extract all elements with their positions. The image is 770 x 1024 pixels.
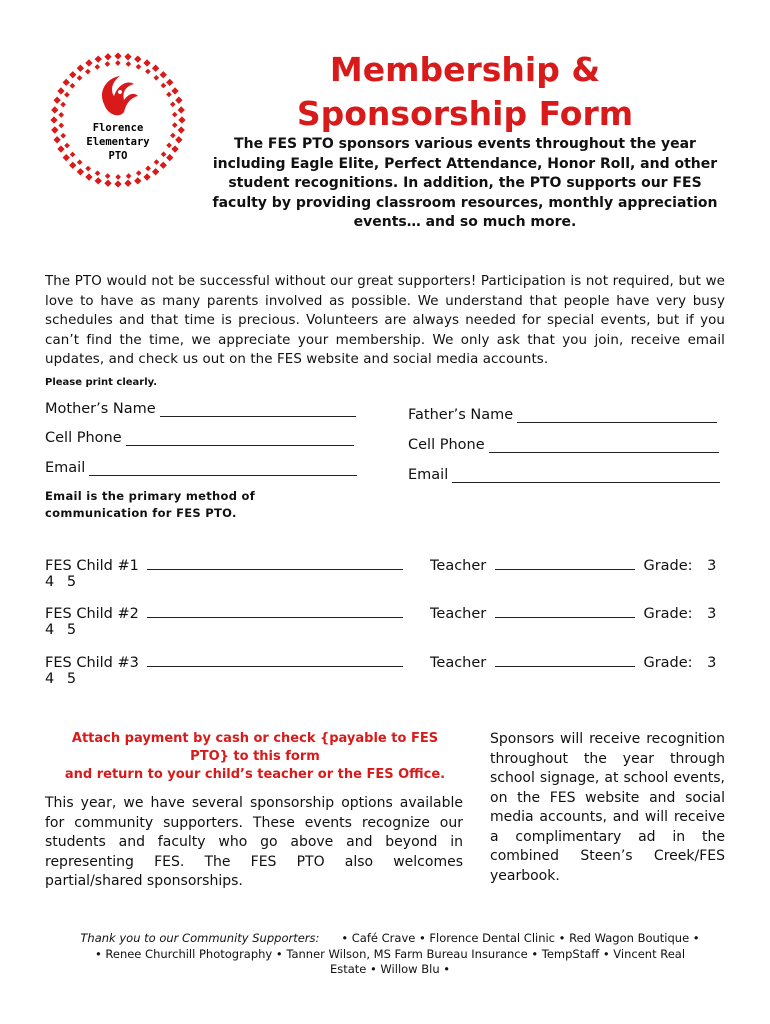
pto-logo: [48, 50, 188, 190]
child-2-grade-5[interactable]: 5: [66, 622, 77, 638]
child-3-name-line[interactable]: [147, 652, 403, 667]
logo-dot: [60, 133, 66, 139]
logo-dot: [143, 59, 150, 66]
logo-dot: [170, 101, 176, 107]
logo-dot: [126, 61, 132, 67]
intro-text: The FES PTO sponsors various events throughout the year including Eagle Elite, Perfect Attendance, Honor Roll, and other student recognitions. In addition, the PTO supports our FES faculty by providing classroom resources, monthly appreciation events… and so much more.: [212, 136, 718, 230]
logo-dot: [114, 180, 121, 187]
logo-dot: [178, 126, 185, 133]
child-2-grade-options: [45, 622, 76, 638]
child-1-row: [45, 555, 403, 574]
child-3-teacher-line[interactable]: [495, 652, 635, 667]
logo-dot: [63, 154, 70, 161]
child-2-teacher: [430, 603, 716, 622]
email-note: [45, 488, 255, 522]
logo-dot: [134, 55, 141, 62]
child-1-teacher: [430, 555, 716, 574]
eagle-icon: [102, 76, 138, 115]
logo-dot: [77, 75, 83, 81]
logo-dot: [175, 97, 182, 104]
logo-dot: [85, 173, 92, 180]
logo-dot: [172, 122, 178, 128]
child-2-row: [45, 603, 403, 622]
email-note-line-1: Email is the primary method of: [45, 489, 256, 503]
logo-dot: [166, 142, 172, 148]
logo-text-3: PTO: [108, 150, 128, 162]
logo-dot: [171, 87, 178, 94]
logo-dot: [172, 112, 178, 118]
mother-email-line[interactable]: [89, 461, 357, 476]
logo-dot: [126, 173, 132, 179]
logo-dot: [77, 65, 84, 72]
father-email-line[interactable]: [452, 468, 720, 483]
child-1-teacher-line[interactable]: [495, 555, 635, 570]
child-1-label: FES Child #1: [45, 558, 139, 574]
logo-dot: [160, 162, 167, 169]
logo-dot: [77, 168, 84, 175]
logo-dot: [161, 151, 167, 157]
logo-dot: [136, 64, 142, 70]
logo-dot: [57, 145, 64, 152]
logo-dot: [70, 83, 76, 89]
logo-dot: [69, 162, 76, 169]
child-3-teacher-label: Teacher: [430, 655, 487, 671]
father-cell-label: Cell Phone: [408, 437, 485, 453]
logo-dot: [134, 177, 141, 184]
child-3-grade-options: [45, 671, 76, 687]
logo-dot: [57, 87, 64, 94]
child-2-grade-label: Grade:: [643, 606, 693, 622]
title-line-2: Sponsorship Form: [296, 94, 634, 133]
logo-dot: [143, 173, 150, 180]
child-3-row: [45, 652, 403, 671]
logo-dot: [161, 83, 167, 89]
child-1-grade-3[interactable]: 3: [707, 558, 717, 574]
child-2-grade-3[interactable]: 3: [707, 606, 717, 622]
mother-name-line[interactable]: [160, 402, 356, 417]
logo-text-1: Florence: [92, 122, 144, 134]
community-supporters: [45, 931, 735, 978]
child-2-grade-4[interactable]: 4: [45, 622, 55, 638]
logo-dot: [171, 145, 178, 152]
supporters-line-3: Estate • Willow Blu •: [329, 962, 451, 976]
child-3-grade-5[interactable]: 5: [66, 671, 77, 687]
father-name-field[interactable]: [408, 407, 717, 423]
logo-dot: [58, 112, 64, 118]
logo-dot: [69, 71, 76, 78]
logo-dot: [153, 75, 159, 81]
attach-line-1: Attach payment by cash or check {payable to FES: [71, 731, 439, 746]
logo-dot: [145, 166, 151, 172]
body-paragraph: The PTO would not be successful without our great supporters! Participation is not required, but we love to have as many parents involved as possible. We understand that people have very busy schedules and that time is precious. Volunteers are always needed for special events, but if you can’t find the time, we appreciate your membership. We only ask that you join, receive email updates, and check us out on the FES website and social media accounts.: [45, 274, 725, 367]
logo-dot-ring: [50, 52, 185, 187]
child-3-label: FES Child #3: [45, 655, 139, 671]
logo-dot: [51, 126, 58, 133]
logo-dot: [166, 154, 173, 161]
attach-line-2: PTO} to this form: [190, 749, 320, 764]
logo-dot: [166, 79, 173, 86]
attach-line-3: and return to your child’s teacher or the FES Office.: [64, 767, 446, 782]
mother-cell-label: Cell Phone: [45, 430, 122, 446]
logo-dot: [152, 168, 159, 175]
child-1-grade-5[interactable]: 5: [66, 574, 77, 590]
mother-cell-line[interactable]: [126, 431, 354, 446]
logo-dot: [63, 79, 70, 86]
email-note-line-2: communication for FES PTO.: [45, 506, 237, 520]
child-2-teacher-label: Teacher: [430, 606, 487, 622]
logo-dot: [95, 55, 102, 62]
thanks-label: Thank you to our Community Supporters:: [80, 931, 320, 945]
father-cell-line[interactable]: [489, 438, 719, 453]
print-note: Please print clearly.: [45, 377, 158, 388]
child-2-name-line[interactable]: [147, 603, 403, 618]
logo-dot: [114, 52, 121, 59]
supporters-line-1: [45, 931, 735, 947]
logo-dot: [175, 136, 182, 143]
logo-dot: [124, 180, 131, 187]
logo-dot: [77, 159, 83, 165]
logo-dot: [105, 173, 111, 179]
logo-dot: [95, 177, 102, 184]
father-name-label: Father’s Name: [408, 407, 514, 423]
logo-dot: [145, 69, 151, 75]
logo-dot: [85, 69, 91, 75]
logo-dot: [166, 92, 172, 98]
page-title: [250, 48, 680, 136]
child-3-grade-3[interactable]: 3: [707, 655, 717, 671]
logo-dot: [60, 102, 66, 108]
logo-dot: [136, 170, 142, 176]
logo-dot: [64, 92, 70, 98]
logo-dot: [178, 106, 185, 113]
mother-name-label: Mother’s Name: [45, 401, 156, 417]
child-2-teacher-line[interactable]: [495, 603, 635, 618]
father-cell-field[interactable]: [408, 437, 719, 453]
logo-dot: [115, 174, 121, 180]
logo-dot: [152, 65, 159, 72]
sponsor-benefits-text: Sponsors will receive recognition throughout the year through school signage, at school events, on the FES website and social media accounts, and will receive a complimentary ad in the combined Steen’s Creek/FES yearbook.: [490, 731, 725, 884]
child-1-name-line[interactable]: [147, 555, 403, 570]
logo-dot: [53, 97, 60, 104]
mother-email-label: Email: [45, 460, 86, 476]
logo-dot: [53, 136, 60, 143]
sponsorship-options-text: This year, we have several sponsorship options available for community supporters. These events recognize our students and faculty who go above and beyond in representing FES. The FES PTO also welcomes partial/shared sponsorships.: [45, 795, 463, 889]
logo-dot: [105, 61, 111, 67]
supporters-list-1: • Café Crave • Florence Dental Clinic • Red Wagon Boutique •: [341, 931, 700, 945]
logo-dot: [154, 159, 160, 165]
logo-dot: [94, 64, 100, 70]
child-1-grade-options: [45, 574, 76, 590]
logo-dot: [70, 152, 76, 158]
father-name-line[interactable]: [517, 408, 717, 423]
logo-dot: [124, 53, 131, 60]
logo-dot: [95, 170, 101, 176]
mother-email-field[interactable]: [45, 460, 357, 476]
mother-name-field[interactable]: [45, 401, 356, 417]
logo-dot: [104, 53, 111, 60]
logo-text-2: Elementary: [86, 136, 150, 148]
father-email-label: Email: [408, 467, 449, 483]
child-1-grade-label: Grade:: [643, 558, 693, 574]
logo-dot: [64, 143, 70, 149]
father-email-field[interactable]: [408, 467, 720, 483]
child-3-grade-label: Grade:: [643, 655, 693, 671]
payment-instructions: [45, 730, 465, 784]
child-3-teacher: [430, 652, 716, 671]
logo-dot: [51, 106, 58, 113]
child-2-label: FES Child #2: [45, 606, 139, 622]
title-line-1: Membership &: [329, 50, 601, 89]
child-1-teacher-label: Teacher: [430, 558, 487, 574]
supporters-line-2: • Renee Churchill Photography • Tanner Wilson, MS Farm Bureau Insurance • TempStaff • Vincent Real: [94, 946, 686, 961]
logo-dot: [115, 60, 121, 66]
logo-seal: [48, 50, 188, 190]
child-1-grade-4[interactable]: 4: [45, 574, 55, 590]
logo-dot: [178, 116, 185, 123]
logo-dot: [160, 71, 167, 78]
logo-dot: [50, 116, 57, 123]
logo-dot: [170, 133, 176, 139]
logo-dot: [58, 123, 64, 129]
logo-dot: [104, 180, 111, 187]
child-3-grade-4[interactable]: 4: [45, 671, 55, 687]
logo-dot: [85, 59, 92, 66]
logo-dot: [85, 166, 91, 172]
mother-cell-field[interactable]: [45, 430, 354, 446]
